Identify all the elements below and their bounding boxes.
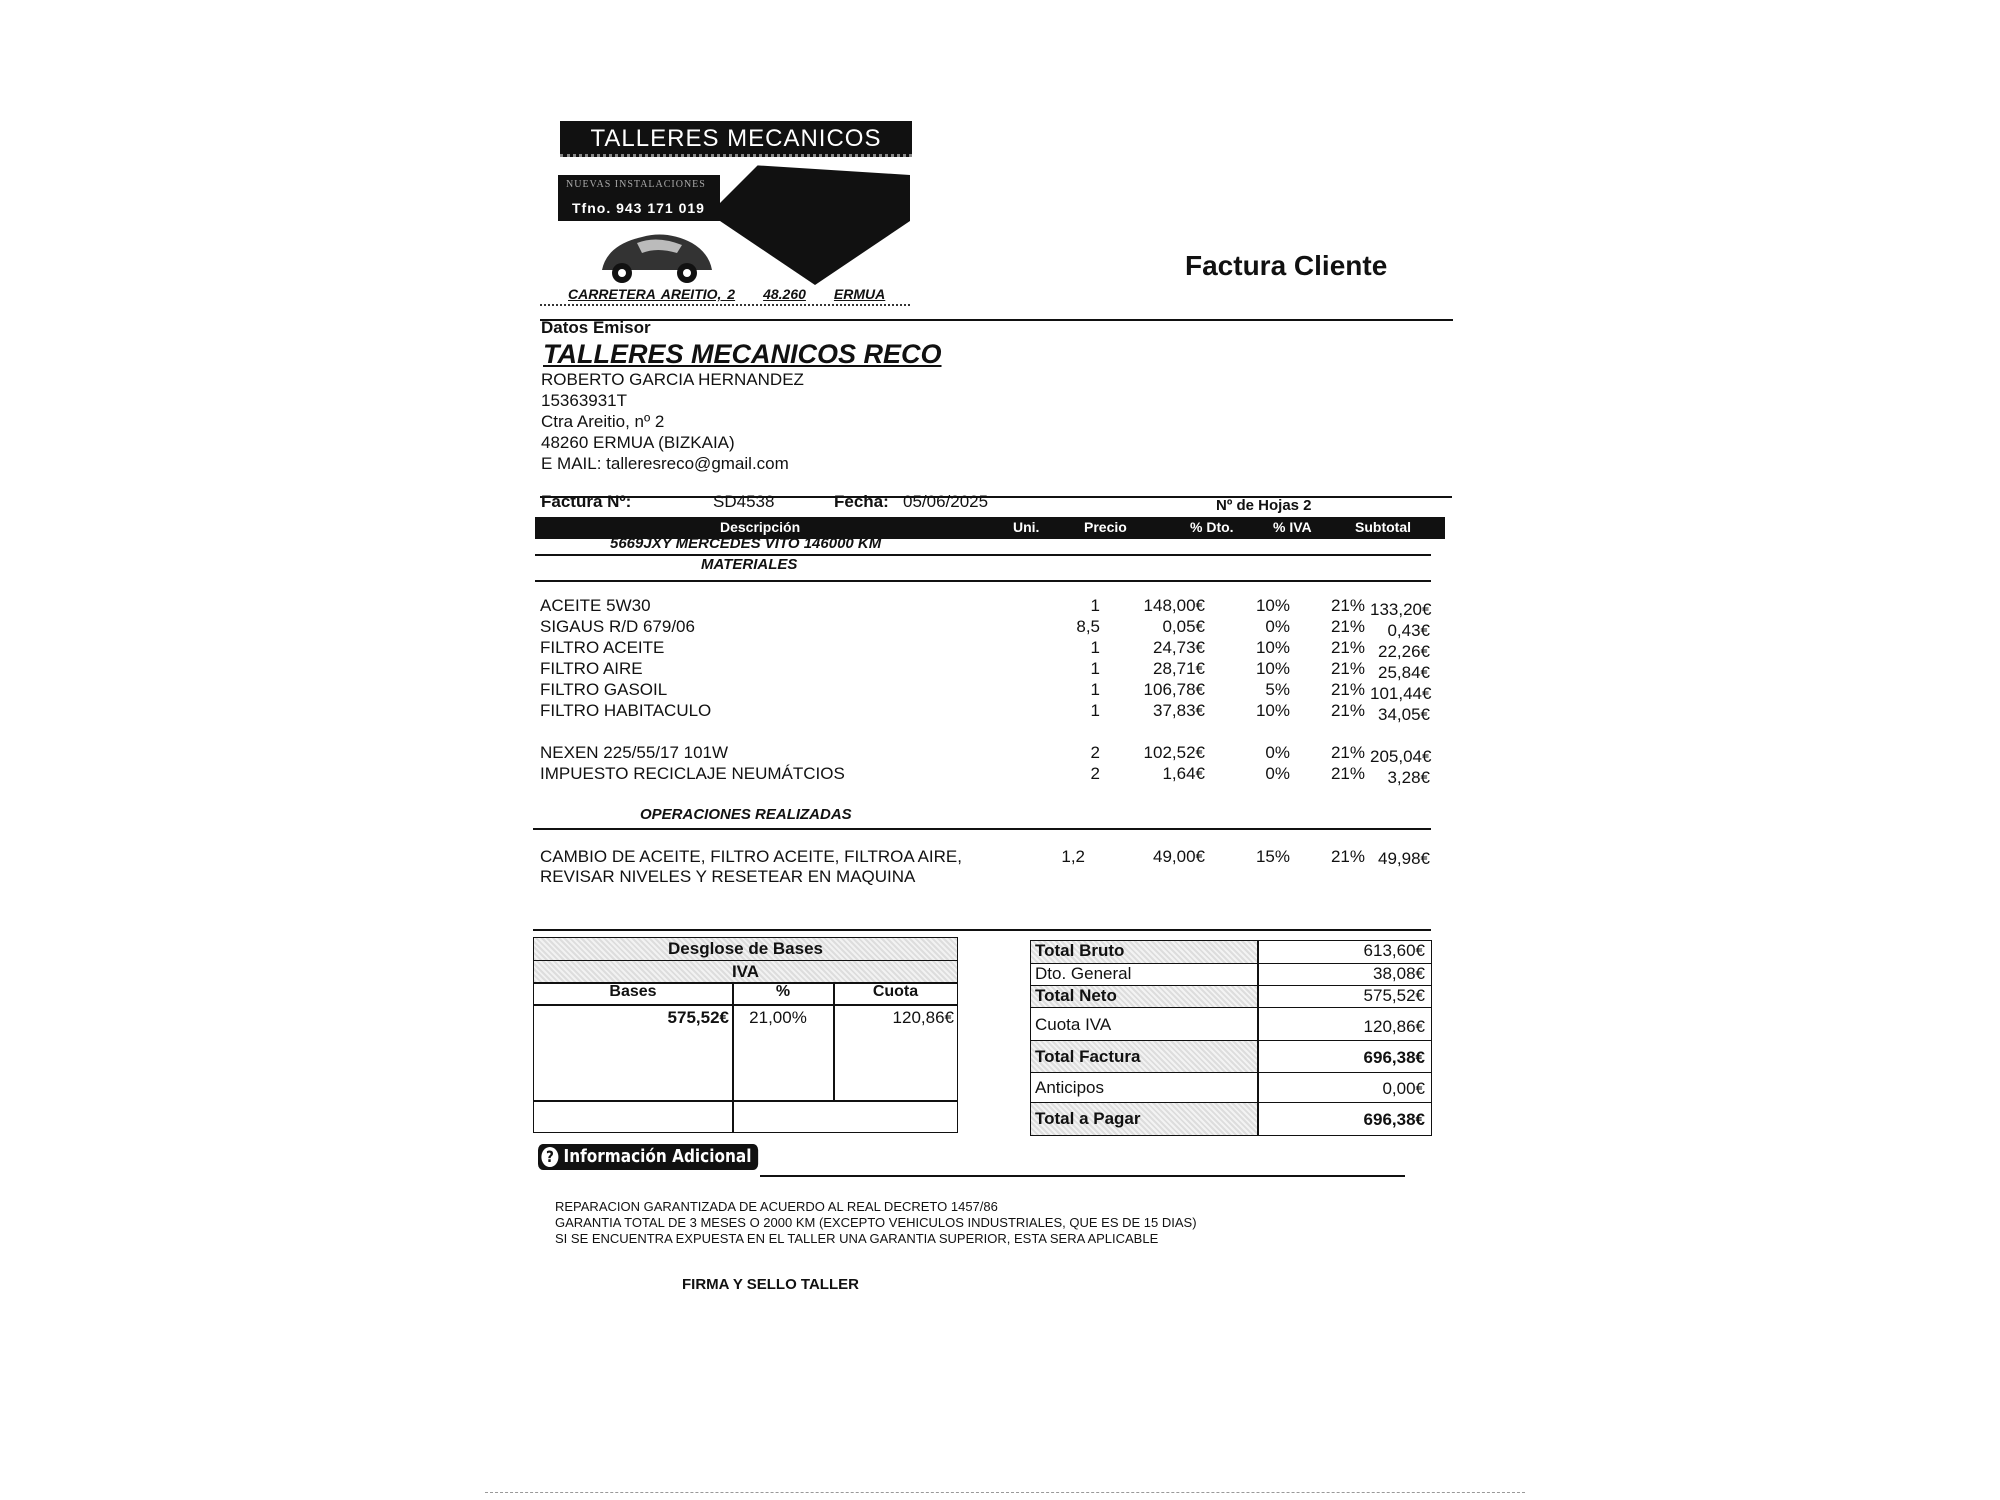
section-operaciones: OPERACIONES REALIZADAS [640, 806, 852, 823]
legal-line: SI SE ENCUENTRA EXPUESTA EN EL TALLER UNA GARANTIA SUPERIOR, ESTA SERA APLICABLE [555, 1231, 1159, 1246]
signature-label: FIRMA Y SELLO TALLER [682, 1276, 859, 1293]
invoice-number: SD4538 [713, 492, 775, 511]
divider [535, 580, 1431, 582]
divider [540, 496, 1452, 498]
logo-divider [540, 304, 910, 310]
totals-table [1030, 940, 1432, 1136]
bases-cuota: 120,86€ [892, 1008, 954, 1027]
table-row: ACEITE 5W30 1 148,00€ 10% 21% 133,20€ [540, 596, 1432, 619]
document-title: Factura Cliente [1185, 250, 1388, 281]
bases-title: Desglose de Bases [534, 938, 957, 960]
column-header: Precio [1084, 519, 1127, 535]
operation-row: 1,2 49,00€ 15% 21% 49,98€ [1061, 847, 1430, 868]
bases-col-header: Cuota [872, 983, 919, 1000]
column-header: Descripción [720, 519, 801, 535]
divider [540, 319, 1453, 321]
column-header: % Dto. [1190, 519, 1234, 535]
question-icon: ? [541, 1147, 558, 1167]
emisor-name: TALLERES MECANICOS RECO [543, 339, 942, 369]
emisor-line: 15363931T [541, 391, 628, 410]
bases-breakdown-table [533, 937, 958, 1133]
total-row: Dto. General 38,08€ [1031, 964, 1431, 986]
emisor-line: Ctra Areitio, nº 2 [541, 412, 665, 431]
car-icon [597, 225, 717, 285]
emisor-line: 48260 ERMUA (BIZKAIA) [541, 433, 735, 452]
bases-percent: 21,00% [749, 1008, 807, 1027]
total-row: Total Neto 575,52€ [1031, 986, 1431, 1008]
emisor-line: ROBERTO GARCIA HERNANDEZ [541, 370, 804, 389]
column-header: Uni. [1013, 519, 1040, 535]
table-row: SIGAUS R/D 679/06 8,5 0,05€ 0% 21% 0,43€ [540, 617, 1430, 640]
table-row: NEXEN 225/55/17 101W 2 102,52€ 0% 21% 205,04€ [540, 743, 1432, 766]
operation-description: CAMBIO DE ACEITE, FILTRO ACEITE, FILTROA AIRE, REVISAR NIVELES Y RESETEAR EN MAQUINA [540, 847, 962, 886]
logo-phone: Tfno. 943 171 019 [572, 200, 705, 216]
total-row: Total a Pagar 696,38€ [1031, 1103, 1431, 1135]
bases-col-header: % [775, 983, 791, 1000]
divider [533, 929, 1431, 931]
legal-line: GARANTIA TOTAL DE 3 MESES O 2000 KM (EXCEPTO VEHICULOS INDUSTRIALES, QUE ES DE 15 DIAS) [555, 1215, 1197, 1230]
logo-subtitle: NUEVAS INSTALACIONES [566, 179, 706, 190]
column-header: % IVA [1273, 519, 1312, 535]
page-edge [485, 1492, 1525, 1493]
info-badge: ? Información Adicional [538, 1144, 758, 1170]
sheet-count: Nº de Hojas 2 [1216, 497, 1312, 514]
total-row: Anticipos 0,00€ [1031, 1073, 1431, 1103]
table-row: FILTRO AIRE 1 28,71€ 10% 21% 25,84€ [540, 659, 1430, 682]
total-row: Cuota IVA 120,86€ [1031, 1008, 1431, 1041]
bases-value: 575,52€ [667, 1008, 729, 1027]
total-row: Total Bruto 613,60€ [1031, 941, 1431, 964]
emisor-label: Datos Emisor [541, 318, 651, 337]
table-row: IMPUESTO RECICLAJE NEUMÁTCIOS 2 1,64€ 0% 21% 3,28€ [540, 764, 1430, 787]
invoice-number-label: Factura Nº: [541, 492, 632, 511]
bases-iva-label: IVA [534, 961, 957, 982]
section-materiales: MATERIALES [701, 556, 798, 573]
legal-line: REPARACION GARANTIZADA DE ACUERDO AL REAL DECRETO 1457/86 [555, 1199, 998, 1214]
divider [760, 1175, 1405, 1177]
bases-col-header: Bases [609, 983, 657, 1000]
total-row: Total Factura 696,38€ [1031, 1041, 1431, 1073]
divider [535, 554, 1431, 556]
logo-title: TALLERES MECANICOS [560, 121, 912, 157]
invoice-date-label: Fecha: [834, 492, 889, 511]
invoice-date: 05/06/2025 [903, 492, 989, 511]
logo-triangle-icon [700, 163, 910, 288]
table-row: FILTRO HABITACULO 1 37,83€ 10% 21% 34,05€ [540, 701, 1430, 724]
divider [533, 828, 1431, 830]
vehicle-line: 5669JXY MERCEDES VITO 146000 KM [610, 535, 882, 552]
emisor-email: E MAIL: talleresreco@gmail.com [541, 454, 789, 473]
table-row: FILTRO ACEITE 1 24,73€ 10% 21% 22,26€ [540, 638, 1430, 661]
column-header: Subtotal [1355, 519, 1411, 535]
logo-address: CARRETERA AREITIO, 2 48.260 ERMUA [568, 286, 886, 302]
table-row: FILTRO GASOIL 1 106,78€ 5% 21% 101,44€ [540, 680, 1432, 703]
